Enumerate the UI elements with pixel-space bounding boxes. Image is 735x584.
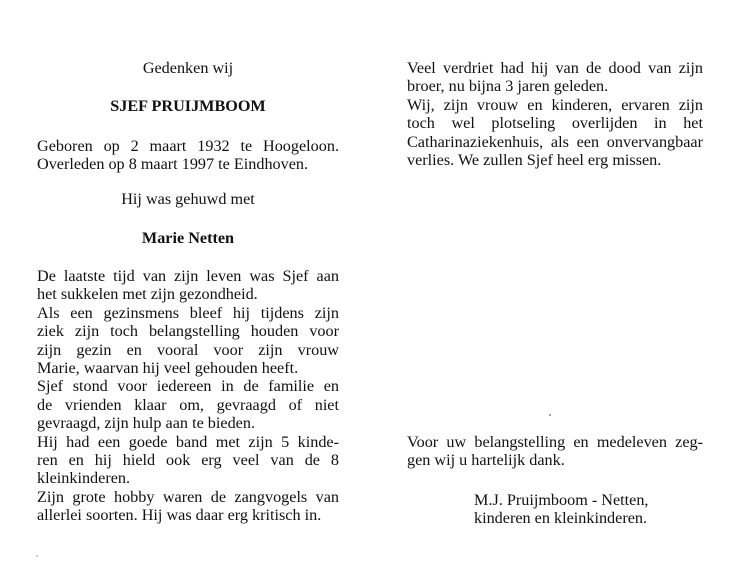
text-line: Marie, waarvan hij veel gehouden heeft. [37,359,299,378]
text-line: zijn gezin en vooral voor zijn vrouw [37,340,339,359]
death-line: Overleden op 8 maart 1997 te Eindhoven. [37,155,309,174]
text-line: kleinkinderen. [37,469,131,488]
text-line: ren en hij hield ook erg veel van de 8 [37,451,339,470]
signature-line: M.J. Pruijmboom - Netten, [474,491,649,509]
text-line: broer, nu bijna 3 jaren geleden. [407,77,609,96]
text-line: Sjef stond voor iedereen in de familie en [37,377,339,396]
life-dates [37,137,339,174]
scan-speck [549,414,551,416]
text-line: Catharinaziekenhuis, als een onvervangbaar [407,132,703,151]
text-line: Veel verdriet had hij van de dood van zijn [407,59,703,77]
right-text-body [407,59,703,169]
text-line: Wij, zijn vrouw en kinderen, ervaren zijn [407,95,703,114]
signature-line: kinderen en kleinkinderen. [474,509,648,528]
deceased-name: SJEF PRUIJMBOOM [110,97,266,115]
text-line: Voor uw belangstelling en medeleven zeg- [407,433,703,451]
heading: Gedenken wij [142,59,234,77]
text-line: Zijn grote hobby waren de zangvogels van [37,487,339,506]
spouse-name: Marie Netten [141,229,235,247]
text-line: allerlei soorten. Hij was daar erg kritisch in. [37,506,322,525]
text-line: het sukkelen met zijn gezondheid. [37,285,258,304]
birth-line: Geboren op 2 maart 1932 te Hoogeloon. [37,137,339,155]
text-line: verlies. We zullen Sjef heel erg missen. [407,151,662,170]
thanks-text [407,433,703,470]
text-line: de vrienden klaar om, gevraagd of niet [37,395,339,414]
text-line: Als een gezinsmens bleef hij tijdens zijn [37,303,339,322]
text-line: gen wij u hartelijk dank. [407,451,565,470]
married-intro: Hij was gehuwd met [121,190,255,208]
text-line: Hij had een goede band met zijn 5 kinde- [37,432,339,451]
left-text-body [37,267,339,525]
text-line: ziek zijn toch belangstelling houden voor [37,322,339,341]
text-line: gevraagd, zijn hulp aan te bieden. [37,414,255,433]
text-line: De laatste tijd van zijn leven was Sjef aan [37,267,339,285]
scan-speck [36,555,38,557]
text-line: toch wel plotseling overlijden in het [407,114,703,133]
signature [474,491,704,528]
